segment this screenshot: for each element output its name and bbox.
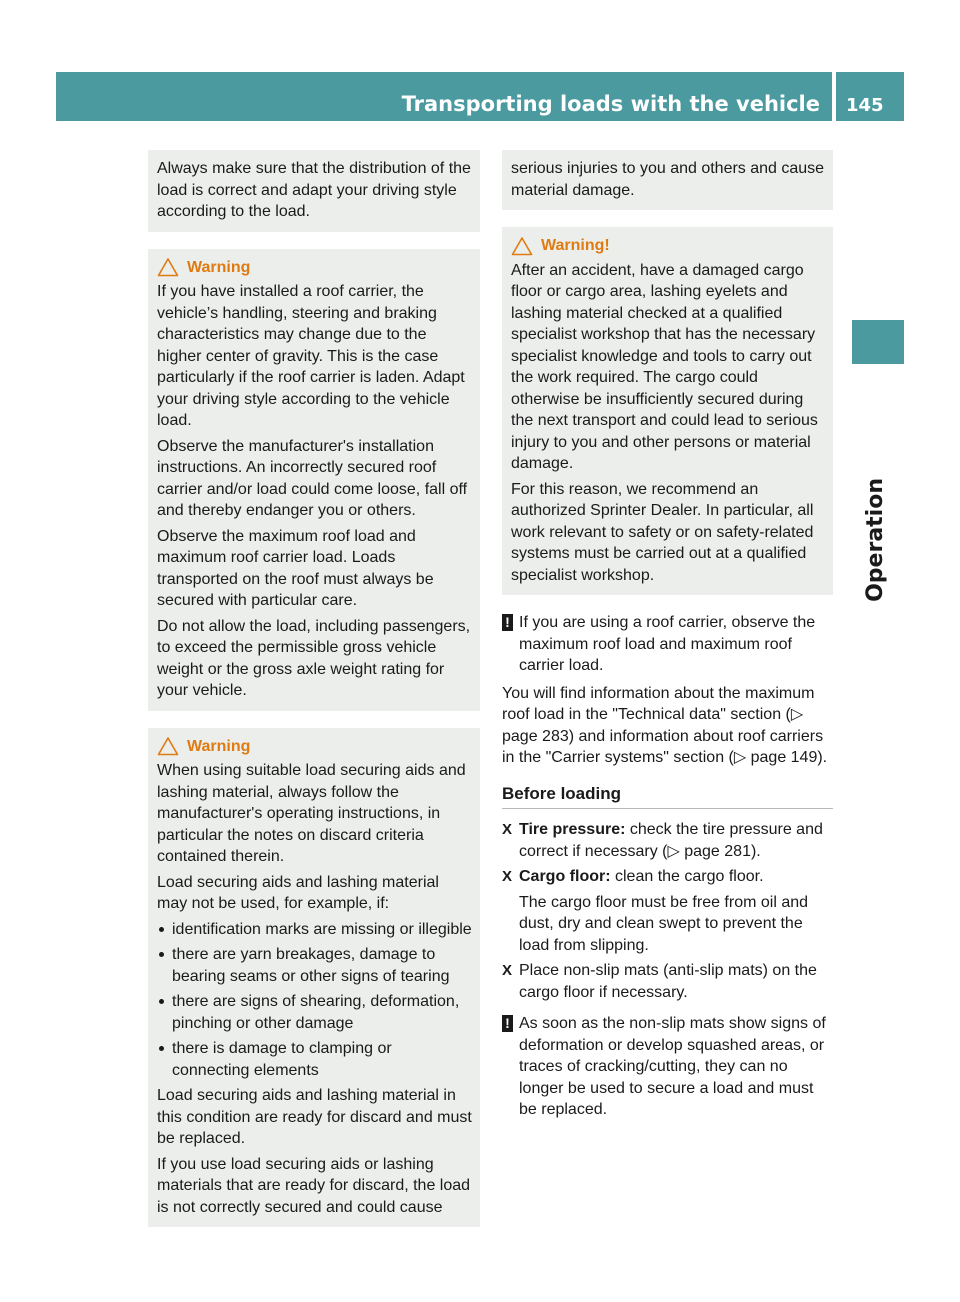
- warning-heading-text: Warning: [187, 737, 251, 755]
- warning-heading-text: Warning: [187, 258, 251, 276]
- list-item: there is damage to clamping or connecting elements: [157, 1038, 472, 1081]
- note-roof-carrier: [502, 612, 833, 677]
- list-item: [502, 819, 833, 862]
- note-text: As soon as the non-slip mats show signs of deformation or develop squashed areas, or traces of cracking/cutting, they can no longer be used to secure a load and must be replaced.: [519, 1015, 826, 1118]
- header-bar: [56, 72, 832, 121]
- warning-box-roof-carrier: [148, 249, 480, 711]
- x-mark-icon: X: [502, 962, 513, 979]
- bullet-list: [157, 919, 472, 1082]
- warning-paragraph: serious injuries to you and others and cause material damage.: [511, 160, 825, 199]
- list-item: [502, 960, 833, 1003]
- warning-triangle-icon: [157, 257, 179, 277]
- page-title: Transporting loads with the vehicle: [401, 92, 820, 116]
- warning-paragraph: After an accident, have a damaged cargo floor or cargo area, lashing eyelets and lashing material checked at a qualified specialist workshop that has the necessary specialist knowledge and tools to carry out the work required. The cargo could otherwise be insufficiently secured during the next transport and could lead to serious injury to you and other persons or material damage.: [511, 261, 818, 472]
- note-text: If you are using a roof carrier, observe the maximum roof load and maximum roof carrier load.: [519, 614, 816, 674]
- warning-box-continued: [502, 150, 833, 210]
- warning-heading: [157, 736, 472, 758]
- step-extra-text: The cargo floor must be free from oil and dust, dry and clean swept to prevent the load from slipping.: [519, 893, 809, 954]
- info-box-text: Always make sure that the distribution of the load is correct and adapt your driving style according to the load.: [157, 160, 471, 220]
- warning-paragraph: Observe the maximum roof load and maximum roof carrier load. Loads transported on the roof must always be secured with particular care.: [157, 527, 434, 609]
- page-number: 145: [846, 94, 884, 116]
- left-column: [148, 150, 480, 1244]
- step-list: [502, 819, 833, 1003]
- x-mark-icon: X: [502, 868, 513, 885]
- step-text: clean the cargo floor.: [610, 868, 764, 885]
- step-text: Place non-slip mats (anti-slip mats) on the cargo floor if necessary.: [519, 962, 817, 1001]
- warning-heading: [157, 257, 472, 279]
- warning-box-lashing: [148, 728, 480, 1228]
- section-heading: Before loading: [502, 783, 833, 810]
- section-tab-block: [852, 320, 904, 364]
- exclamation-icon: !: [502, 614, 513, 631]
- section-tab-label: Operation: [863, 478, 888, 602]
- step-label: Tire pressure:: [519, 821, 626, 838]
- list-item: there are signs of shearing, deformation, pinching or other damage: [157, 991, 472, 1034]
- step-label: Cargo floor:: [519, 868, 611, 885]
- warning-paragraph: Load securing aids and lashing material in this condition are ready for discard and must be replaced.: [157, 1087, 472, 1147]
- list-item: there are yarn breakages, damage to bearing seams or other signs of tearing: [157, 944, 472, 987]
- right-column: [502, 150, 833, 1128]
- warning-heading: [511, 235, 825, 257]
- page-number-box: [836, 72, 904, 121]
- exclamation-icon: !: [502, 1015, 513, 1032]
- warning-paragraph: When using suitable load securing aids and lashing material, always follow the manufacturer's operating instructions, in particular the notes on discard criteria contained therein.: [157, 762, 466, 865]
- list-item: [502, 866, 833, 956]
- warning-paragraph: For this reason, we recommend an authorized Sprinter Dealer. In particular, all work relevant to safety or on safety-related systems must be carried out at a qualified specialist workshop.: [511, 480, 814, 584]
- warning-paragraph: If you use load securing aids or lashing materials that are ready for discard, the load is not correctly secured and could cause: [157, 1155, 471, 1216]
- info-box: [148, 150, 480, 232]
- warning-box-accident: [502, 227, 833, 595]
- info-paragraph: You will find information about the maximum roof load in the "Technical data" section (▷ page 283) and information about roof carriers in the "Carrier systems" section (▷ page 149).: [502, 684, 828, 766]
- warning-paragraph: Observe the manufacturer's installation instructions. An incorrectly secured roof carrier and/or load could come loose, fall off and thereby endanger you or others.: [157, 437, 468, 519]
- warning-triangle-icon: [511, 236, 533, 256]
- section-tab: [855, 372, 901, 602]
- note-non-slip-mats: [502, 1013, 833, 1121]
- x-mark-icon: X: [502, 821, 513, 838]
- warning-triangle-icon: [157, 736, 179, 756]
- warning-heading-text: Warning!: [541, 237, 610, 254]
- body-text: [502, 612, 833, 769]
- step-text: check the tire pressure and correct if necessary (▷ page 281).: [519, 821, 823, 860]
- warning-paragraph: Do not allow the load, including passengers, to exceed the permissible gross vehicle weight or the gross axle weight rating for your vehicle.: [157, 617, 471, 699]
- warning-paragraph: If you have installed a roof carrier, the vehicle’s handling, steering and braking characteristics may change due to the higher center of gravity. This is the case particularly if the roof carrier is laden. Adapt your driving style according to the vehicle load.: [157, 283, 465, 429]
- warning-paragraph: Load securing aids and lashing material may not be used, for example, if:: [157, 873, 439, 912]
- list-item: identification marks are missing or illegible: [157, 919, 472, 941]
